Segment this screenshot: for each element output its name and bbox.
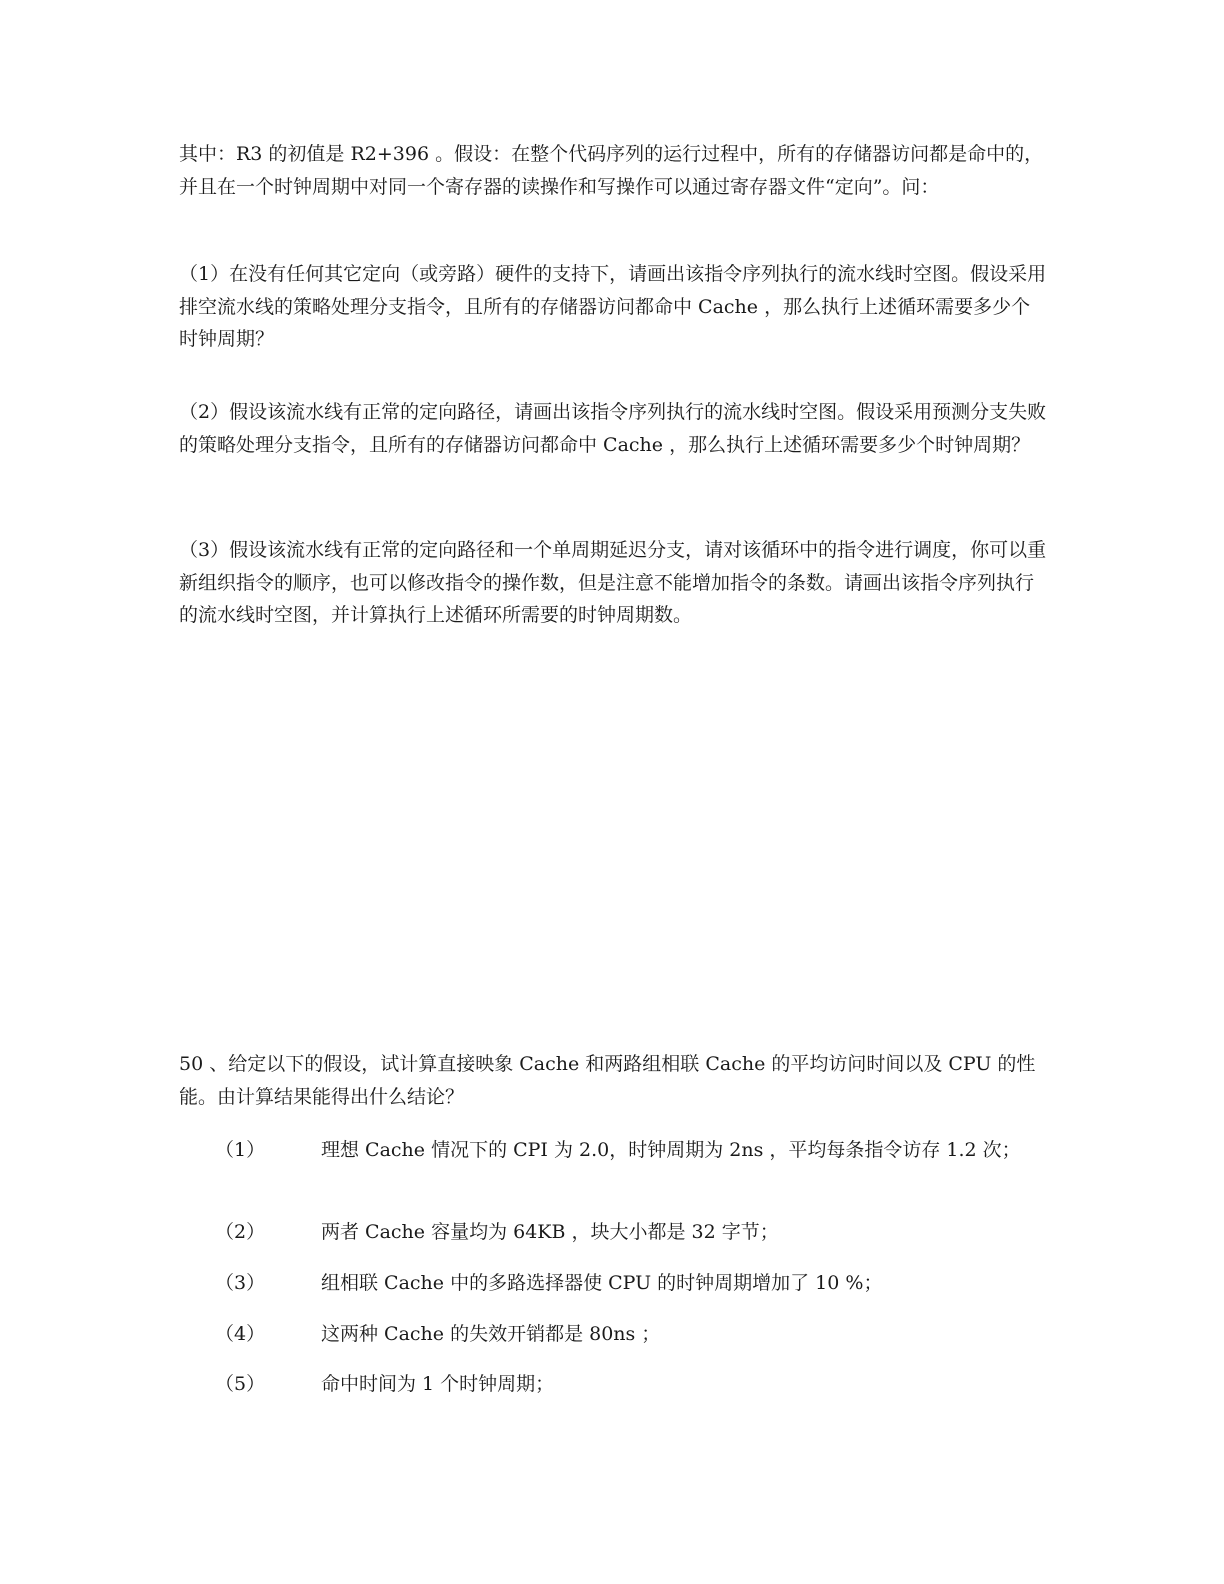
assumption-text: 理想 Cache 情况下的 CPI 为 2.0，时钟周期为 2ns ，平均每条指令访存 1.2 次； — [321, 1139, 1021, 1161]
assumption-number: （3） — [215, 1272, 266, 1294]
assumption-text: 两者 Cache 容量均为 64KB ，块大小都是 32 字节； — [321, 1221, 779, 1243]
question-2: （2）假设该流水线有正常的定向路径，请画出该指令序列执行的流水线时空图。假设采用预测分支失败的策略处理分支指令，且所有的存储器访问都命中 Cache ，那么执行上述循环需要多少个时钟周期？ — [179, 401, 1047, 456]
assumption-text: 命中时间为 1 个时钟周期； — [321, 1373, 555, 1395]
assumption-text: 组相联 Cache 中的多路选择器使 CPU 的时钟周期增加了 10 %； — [321, 1272, 883, 1294]
assumption-number: （5） — [215, 1373, 266, 1395]
assumption-item — [215, 1134, 1055, 1166]
assumption-number: （2） — [215, 1221, 266, 1243]
question-1: （1）在没有任何其它定向（或旁路）硬件的支持下，请画出该指令序列执行的流水线时空图。假设采用排空流水线的策略处理分支指令，且所有的存储器访问都命中 Cache ，那么执行上述循环需要多少个时钟周期？ — [179, 263, 1047, 350]
intro-paragraph: 其中：R3 的初值是 R2+396 。假设：在整个代码序列的运行过程中，所有的存储器访问都是命中的，并且在一个时钟周期中对同一个寄存器的读操作和写操作可以通过寄存器文件“定向”。问： — [179, 143, 1044, 198]
problem-50-intro: 50 、给定以下的假设，试计算直接映象 Cache 和两路组相联 Cache 的平均访问时间以及 CPU 的性能。由计算结果能得出什么结论？ — [179, 1053, 1036, 1108]
assumption-item — [215, 1318, 1055, 1350]
assumption-item — [215, 1267, 1055, 1299]
question-3: （3）假设该流水线有正常的定向路径和一个单周期延迟分支，请对该循环中的指令进行调度，你可以重新组织指令的顺序，也可以修改指令的操作数，但是注意不能增加指令的条数。请画出该指令序列执行的流水线时空图，并计算执行上述循环所需要的时钟周期数。 — [179, 539, 1047, 626]
assumption-item — [215, 1216, 1055, 1248]
assumption-number: （4） — [215, 1323, 266, 1345]
assumption-item — [215, 1368, 1055, 1400]
assumption-number: （1） — [215, 1139, 266, 1161]
assumption-text: 这两种 Cache 的失效开销都是 80ns ； — [321, 1323, 661, 1345]
